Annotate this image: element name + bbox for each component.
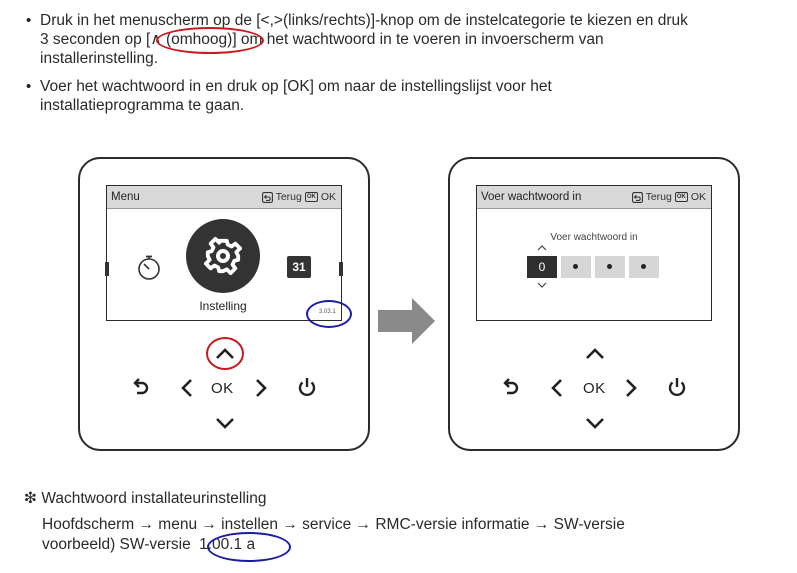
bullet-marker: • — [26, 78, 32, 95]
masked-dot — [641, 264, 646, 269]
blue-highlight-oval-version — [306, 300, 352, 328]
version-number: 3.03.1 — [319, 309, 336, 315]
ok-key-icon: OK — [676, 194, 686, 200]
note-path-line-1: Hoofdscherm → menu → instellen → service → RMC-versie informatie → SW-versie — [42, 516, 625, 533]
password-digit-active[interactable]: 0 — [527, 256, 557, 278]
down-arrow-button[interactable] — [214, 416, 236, 432]
bullet-1-line-1: Druk in het menuscherm op de [<,>(links/rechts)]-knop om de instelcategorie te kiezen en druk — [40, 12, 688, 29]
note-title: Wachtwoord installateurinstelling — [41, 490, 267, 507]
screen-header — [107, 186, 341, 209]
left-arrow-button[interactable] — [549, 377, 565, 399]
ok-button[interactable]: OK — [211, 380, 234, 397]
header-actions — [262, 186, 336, 208]
ok-key-icon: OK — [306, 194, 316, 200]
gear-icon[interactable] — [185, 218, 261, 294]
note-heading — [24, 490, 266, 508]
password-digit-4[interactable] — [629, 256, 659, 278]
screen-header — [477, 186, 711, 209]
header-actions — [632, 186, 706, 208]
ok-button[interactable]: OK — [583, 380, 606, 397]
back-label: Terug — [275, 191, 302, 203]
red-highlight-oval-text — [156, 27, 264, 54]
password-prompt: Voer wachtwoord in — [550, 232, 638, 243]
menu-item-label: Instelling — [199, 299, 247, 313]
screen-title: Menu — [111, 191, 140, 203]
digit-down-chevron-icon — [536, 281, 548, 289]
ok-label: OK — [320, 191, 336, 203]
left-arrow-button[interactable] — [179, 377, 195, 399]
back-button[interactable] — [500, 376, 522, 398]
note-example-prefix: voorbeeld) SW-versie — [42, 536, 191, 553]
sw-version-value: 1.00.1 a — [199, 536, 256, 553]
blue-highlight-oval-sw-version — [207, 532, 291, 562]
password-digit-2[interactable] — [561, 256, 591, 278]
up-arrow-button[interactable] — [214, 345, 236, 361]
next-step-arrow-icon — [378, 296, 436, 346]
scroll-left-indicator — [105, 262, 109, 276]
back-icon — [632, 192, 643, 203]
bullet-1-line-2-start: 3 seconden op [ — [40, 31, 151, 48]
bullet-1-line-3: installerinstelling. — [40, 50, 159, 67]
screen-title: Voer wachtwoord in — [481, 191, 582, 203]
timer-icon[interactable] — [135, 254, 163, 282]
password-screen — [476, 185, 712, 321]
bullet-2-line-1: Voer het wachtwoord in en druk op [OK] om naar de instellingslijst voor het — [40, 78, 552, 95]
bullet-1-line-2-end: ] om het wachtwoord in te voeren in invoerscherm van — [232, 31, 604, 48]
up-arrow-button[interactable] — [584, 345, 606, 361]
back-button[interactable] — [130, 376, 152, 398]
calendar-icon[interactable]: 31 — [287, 256, 311, 278]
masked-dot — [607, 264, 612, 269]
bullet-2-line-2: installatieprogramma te gaan. — [40, 97, 245, 114]
power-button[interactable] — [296, 376, 318, 398]
scroll-right-indicator — [339, 262, 343, 276]
note-symbol-icon: ❇ — [24, 490, 37, 507]
masked-dot — [573, 264, 578, 269]
bullet-1-line-2 — [40, 31, 604, 49]
right-arrow-button[interactable] — [253, 377, 269, 399]
bullet-marker: • — [26, 12, 32, 29]
menu-screen — [106, 185, 342, 321]
back-icon — [262, 192, 273, 203]
power-button[interactable] — [666, 376, 688, 398]
up-key-reference: ∧ (omhoog) — [150, 31, 233, 48]
digit-up-chevron-icon — [536, 244, 548, 252]
right-arrow-button[interactable] — [623, 377, 639, 399]
back-label: Terug — [645, 191, 672, 203]
down-arrow-button[interactable] — [584, 416, 606, 432]
password-digit-3[interactable] — [595, 256, 625, 278]
ok-label: OK — [690, 191, 706, 203]
